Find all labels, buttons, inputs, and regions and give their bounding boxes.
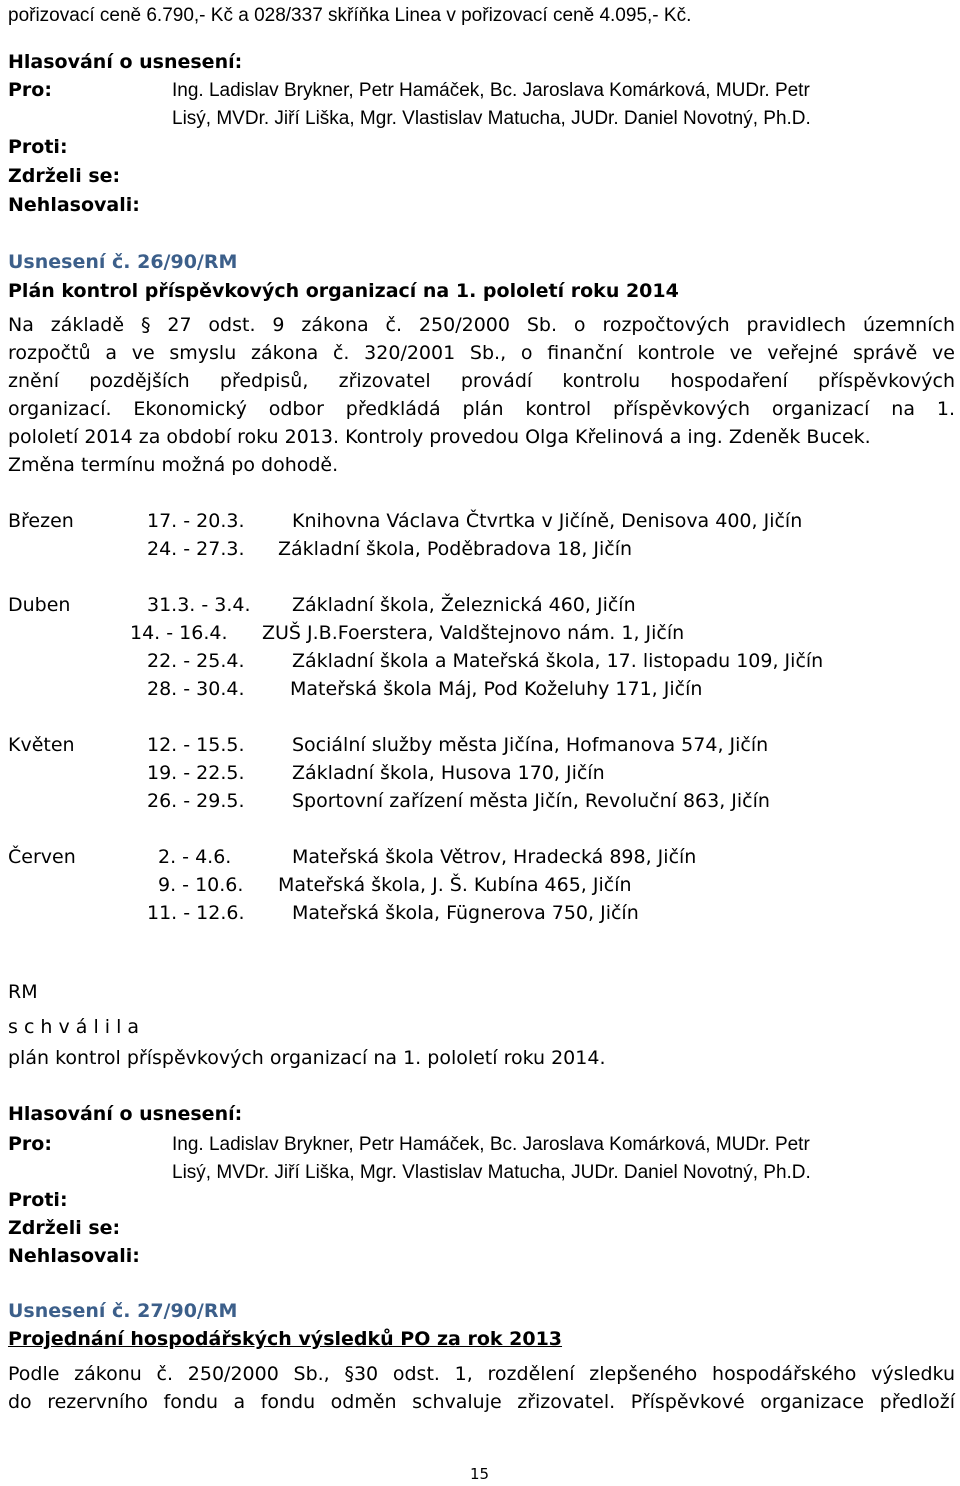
schedule-date: 17. - 20.3. <box>147 510 245 532</box>
decision-text: plán kontrol příspěvkových organizací na 1. pololetí roku 2014. <box>8 1047 606 1069</box>
schedule-month: Březen <box>8 510 74 532</box>
top-line: pořizovací ceně 6.790,- Kč a 028/337 skříňka Linea v pořizovací ceně 4.095,- Kč. <box>8 5 692 26</box>
decision-schvalila: s c h v á l i l a <box>8 1016 140 1038</box>
schedule-place: Základní škola a Mateřská škola, 17. listopadu 109, Jičín <box>292 650 824 672</box>
schedule-date: 12. - 15.5. <box>147 734 245 756</box>
schedule-place: Knihovna Václava Čtvrtka v Jičíně, Denisova 400, Jičín <box>292 510 803 532</box>
vote2-heading: Hlasování o usnesení: <box>8 1103 243 1125</box>
vote2-pro-label: Pro: <box>8 1133 52 1155</box>
schedule-month: Květen <box>8 734 75 756</box>
resolution-26-number: Usnesení č. 26/90/RM <box>8 251 238 273</box>
schedule-date: 11. - 12.6. <box>147 902 245 924</box>
vote2-pro-line1: Ing. Ladislav Brykner, Petr Hamáček, Bc. Jaroslava Komárková, MUDr. Petr <box>172 1134 810 1155</box>
schedule-month: Duben <box>8 594 71 616</box>
vote1-proti-label: Proti: <box>8 136 68 158</box>
resolution-27-para-line: do rezervního fondu a fondu odměn schvaluje zřizovatel. Příspěvkové organizace předloží <box>8 1391 955 1413</box>
schedule-place: Mateřská škola Větrov, Hradecká 898, Jičín <box>292 846 697 868</box>
schedule-date: 9. - 10.6. <box>158 874 244 896</box>
schedule-date: 22. - 25.4. <box>147 650 245 672</box>
schedule-date: 14. - 16.4. <box>130 622 228 644</box>
schedule-place: Základní škola, Husova 170, Jičín <box>292 762 605 784</box>
resolution-26-para-line: Změna termínu možná po dohodě. <box>8 454 339 476</box>
schedule-date: 28. - 30.4. <box>147 678 245 700</box>
vote1-pro-line2: Lisý, MVDr. Jiří Liška, Mgr. Vlastislav Matucha, JUDr. Daniel Novotný, Ph.D. <box>172 108 811 129</box>
resolution-26-para-line: pololetí 2014 za období roku 2013. Kontroly provedou Olga Křelinová a ing. Zdeněk Bucek. <box>8 426 871 448</box>
schedule-place: Sociální služby města Jičína, Hofmanova 574, Jičín <box>292 734 769 756</box>
resolution-26-para-line: znění pozdějších předpisů, zřizovatel provádí kontrolu hospodaření příspěvkových <box>8 370 955 392</box>
vote2-zdrzeli-label: Zdrželi se: <box>8 1217 121 1239</box>
schedule-date: 2. - 4.6. <box>158 846 232 868</box>
vote2-proti-label: Proti: <box>8 1189 68 1211</box>
resolution-27-title: Projednání hospodářských výsledků PO za rok 2013 <box>8 1328 563 1350</box>
schedule-place: Základní škola, Poděbradova 18, Jičín <box>278 538 633 560</box>
vote2-nehlasovali-label: Nehlasovali: <box>8 1245 140 1267</box>
schedule-place: ZUŠ J.B.Foerstera, Valdštejnovo nám. 1, Jičín <box>262 622 685 644</box>
vote1-pro-line1: Ing. Ladislav Brykner, Petr Hamáček, Bc. Jaroslava Komárková, MUDr. Petr <box>172 80 810 101</box>
schedule-date: 26. - 29.5. <box>147 790 245 812</box>
vote1-heading: Hlasování o usnesení: <box>8 51 243 73</box>
decision-rm: RM <box>8 981 38 1003</box>
schedule-place: Základní škola, Železnická 460, Jičín <box>292 594 636 616</box>
vote1-pro-label: Pro: <box>8 79 52 101</box>
vote1-zdrzeli-label: Zdrželi se: <box>8 165 121 187</box>
schedule-month: Červen <box>8 846 76 868</box>
schedule-date: 24. - 27.3. <box>147 538 245 560</box>
schedule-place: Sportovní zařízení města Jičín, Revoluční 863, Jičín <box>292 790 770 812</box>
vote2-pro-line2: Lisý, MVDr. Jiří Liška, Mgr. Vlastislav Matucha, JUDr. Daniel Novotný, Ph.D. <box>172 1162 811 1183</box>
schedule-place: Mateřská škola, J. Š. Kubína 465, Jičín <box>278 874 632 896</box>
schedule-date: 31.3. - 3.4. <box>147 594 251 616</box>
resolution-26-title: Plán kontrol příspěvkových organizací na 1. pololetí roku 2014 <box>8 280 679 302</box>
vote1-nehlasovali-label: Nehlasovali: <box>8 194 140 216</box>
resolution-27-number: Usnesení č. 27/90/RM <box>8 1300 238 1322</box>
resolution-26-para-line: organizací. Ekonomický odbor předkládá plán kontrol příspěvkových organizací na 1. <box>8 398 955 420</box>
page-number: 15 <box>470 1465 490 1483</box>
resolution-26-para-line: Na základě § 27 odst. 9 zákona č. 250/2000 Sb. o rozpočtových pravidlech územních <box>8 314 955 336</box>
resolution-26-para-line: rozpočtů a ve smyslu zákona č. 320/2001 Sb., o finanční kontrole ve veřejné správě ve <box>8 342 955 364</box>
schedule-date: 19. - 22.5. <box>147 762 245 784</box>
schedule-place: Mateřská škola, Fügnerova 750, Jičín <box>292 902 639 924</box>
schedule-place: Mateřská škola Máj, Pod Koželuhy 171, Jičín <box>290 678 703 700</box>
resolution-27-para-line: Podle zákonu č. 250/2000 Sb., §30 odst. 1, rozdělení zlepšeného hospodářského výsledku <box>8 1363 955 1385</box>
